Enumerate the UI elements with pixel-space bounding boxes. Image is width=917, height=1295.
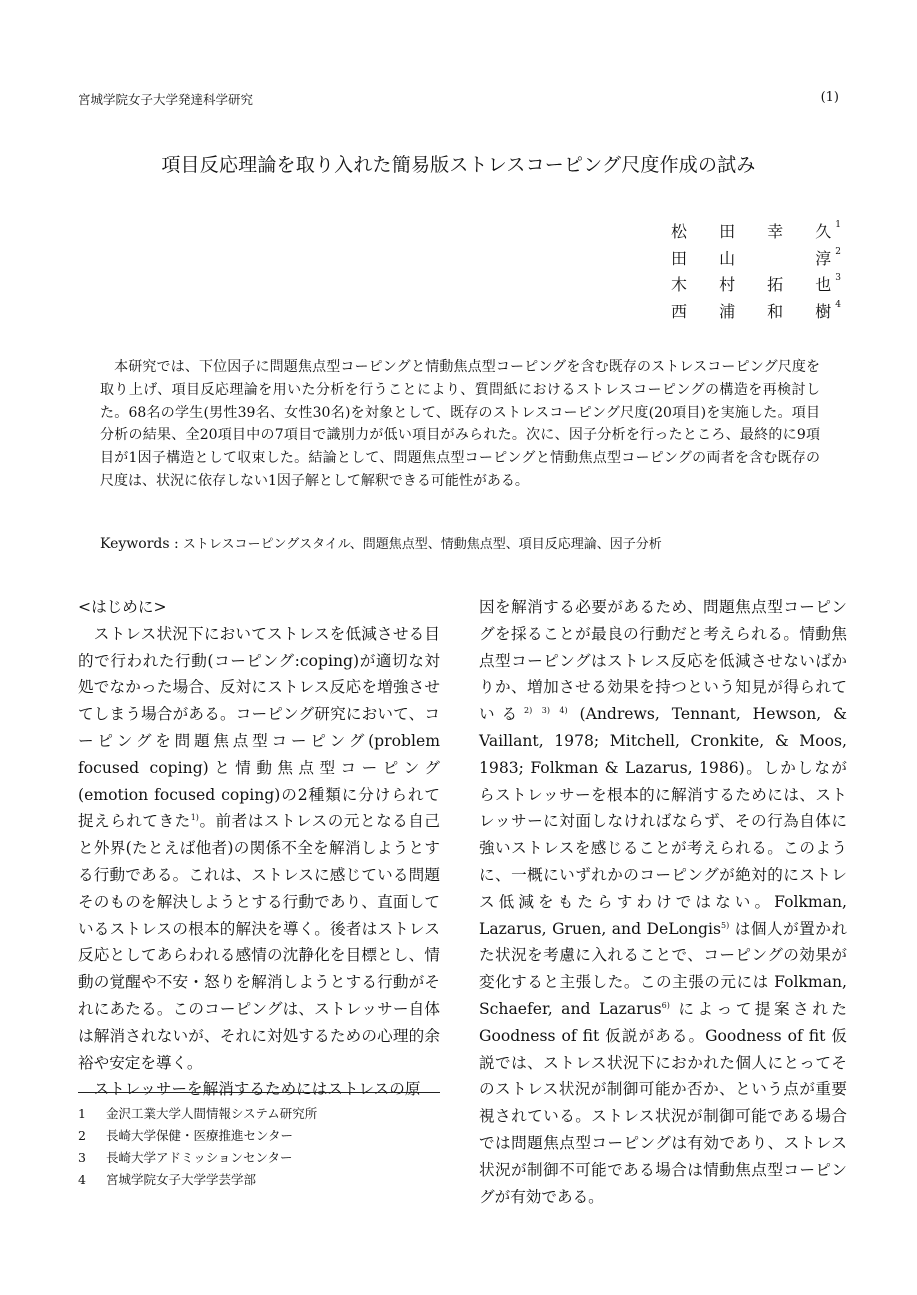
- author-1: [671, 219, 841, 246]
- author-affiliation-mark: 1: [835, 220, 841, 230]
- author-affiliation-mark: 2: [835, 246, 841, 257]
- footnote: 4 宮城学院女子大学学芸学部: [78, 1172, 257, 1187]
- paragraph: ストレッサーを解消するためにはストレスの原: [93, 1080, 421, 1099]
- author-name: 木 村 拓 也: [671, 275, 832, 294]
- footnote: 2 長崎大学保健・医療推進センター: [78, 1128, 294, 1143]
- citation-ref: 6): [661, 1000, 670, 1010]
- paper-title: 項目反応理論を取り入れた簡易版ストレスコーピング尺度作成の試み: [161, 154, 756, 176]
- paragraph: 因を解消する必要があるため、問題焦点型コーピングを採ることが最良の行動だと考えられる。情動焦点型コーピングはストレス反応を低減させないばかりか、増加させる効果を持つという知見が得られている$^{2) 3) 4)}$ (Andrews, Tennant, Hewson, & Vaillant, 1978; Mitchell, Cronkite, & Moos, 1983; Folkman & Lazarus, 1986)。しかしながらストレッサーを根本的に解消するためには、ストレッサーに対面しなければならず、その行為自体に強いストレスを感じることが考えられる。このように、一概にいずれかのコーピングが絶対的にストレス低減をもたらすわけではない。Folkman, Lazarus, Gruen, and DeLongis$^{5)}$ は個人が置かれた状況を考慮に入れることで、コーピングの効果が変化すると主張した。この主張の元には Folkman, Schaefer, and Lazarus$^{6)}$ によって提案された Goodness of fit 仮説がある。Goodness of fit 仮説では、ストレス状況下におかれた個人にとってそのストレス状況が制御可能か否か、という点が重要視されている。ストレス状況が制御可能である場合では問題焦点型コーピングは有効であり、ストレス状況が制御不可能である場合は情動焦点型コーピングが有効である。: [479, 598, 847, 1206]
- footnote: 3 長崎大学アドミッションセンター: [78, 1150, 293, 1165]
- citation-ref: 2) 3) 4): [524, 706, 568, 715]
- keywords-text: ストレスコーピングスタイル、問題焦点型、情動焦点型、項目反応理論、因子分析: [182, 537, 662, 552]
- footnote: 1 金沢工業大学人間情報システム研究所: [78, 1106, 318, 1121]
- abstract: [100, 356, 820, 493]
- footnote-divider: [78, 1092, 440, 1093]
- author-3: [671, 272, 841, 299]
- body-column-right: [479, 594, 847, 1210]
- journal-name: 宮城学院女子大学発達科学研究: [78, 92, 254, 107]
- paragraph: ストレス状況下においてストレスを低減させる目的で行われた行動(コーピング:coping)が適切な対処でなかった場合、反対にストレス反応を増強させてしまう場合がある。コーピング研究において、コーピングを問題焦点型コーピング(problem focused coping)と情動焦点型コーピング(emotion focused coping)の2種類に分けられて捉えられてきた$^{1)}$。前者はストレスの元となる自己と外界(たとえば他者)の関係不全を解消しようとする行動である。これは、ストレスに感じている問題そのものを解決しようとする行動であり、直面しているストレスの根本的解決を導く。後者はストレス反応としてあらわれる感情の沈静化を目標とし、情動の覚醒や不安・怒りを解消しようとする行動がそれにあたる。このコーピングは、ストレッサー自体は解消されないが、それに対処するための心理的余裕や安定を導く。: [78, 624, 440, 1072]
- body-column-left: [78, 594, 440, 1103]
- footnotes: [78, 1103, 440, 1191]
- section-heading: <はじめに>: [78, 598, 167, 616]
- author-name: 松 田 幸 久: [671, 222, 832, 241]
- abstract-text: 本研究では、下位因子に問題焦点型コーピングと情動焦点型コーピングを含む既存のストレスコーピング尺度を取り上げ、項目反応理論を用いた分析を行うことにより、質問紙におけるストレスコーピングの構造を再検討した。68名の学生(男性39名、女性30名)を対象として、既存のストレスコーピング尺度(20項目)を実施した。項目分析の結果、全20項目中の7項目で識別力が低い項目がみられた。次に、因子分析を行ったところ、最終的に9項目が1因子構造として収束した。結論として、問題焦点型コーピングと情動焦点型コーピングの両者を含む既存の尺度は、状況に依存しない1因子解として解釈できる可能性がある。: [100, 359, 820, 489]
- citation-ref: 1): [190, 813, 199, 823]
- author-2: [671, 246, 841, 273]
- author-4: [671, 299, 841, 326]
- citation-ref: 5): [721, 920, 730, 930]
- keywords-label: Keywords :: [100, 536, 179, 552]
- keywords: [100, 533, 662, 552]
- author-affiliation-mark: 3: [835, 273, 841, 283]
- author-list: [671, 219, 841, 325]
- author-affiliation-mark: 4: [835, 299, 841, 310]
- page-number: (1): [820, 90, 839, 105]
- author-name: 田 山 淳: [671, 248, 832, 268]
- author-name: 西 浦 和 樹: [671, 301, 832, 321]
